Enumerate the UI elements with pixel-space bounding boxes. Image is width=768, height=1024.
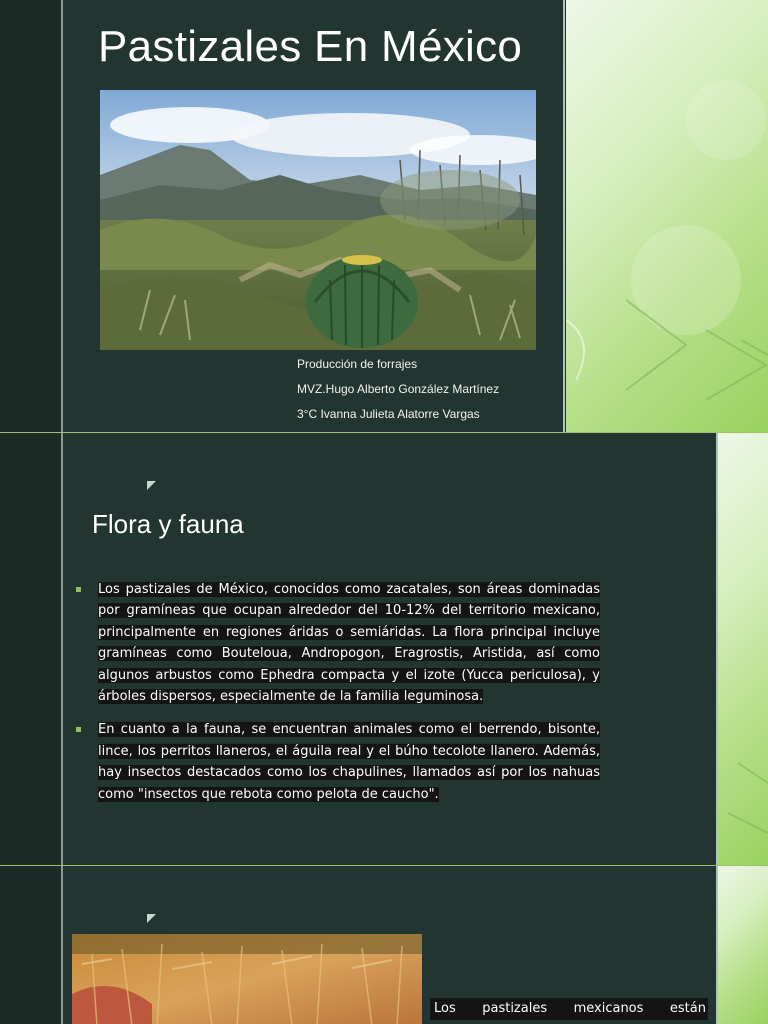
green-decoration-panel bbox=[718, 866, 768, 1024]
paragraph-first-line bbox=[430, 998, 708, 1020]
left-divider-line bbox=[61, 433, 63, 865]
left-strip bbox=[0, 0, 62, 432]
chevron-decoration-icon bbox=[566, 0, 768, 432]
slide-grassland bbox=[0, 866, 768, 1024]
fauna-paragraph: En cuanto a la fauna, se encuentran animales como el berrendo, bisonte, lince, los perritos llaneros, el águila real y el búho tecolote llanero. Además, hay insectos destacados como los chapulines, llamados así por los nahuas como "insectos que rebota como pelota de caucho". bbox=[98, 722, 600, 802]
corner-triangle-icon bbox=[147, 481, 156, 490]
corner-triangle-icon bbox=[147, 914, 156, 923]
word: Los bbox=[434, 1001, 456, 1016]
word: están bbox=[669, 1001, 706, 1016]
left-strip bbox=[0, 866, 62, 1024]
bullet-square-icon bbox=[76, 727, 81, 732]
bullet-list bbox=[76, 579, 600, 817]
teacher-name: MVZ.Hugo Alberto González Martínez bbox=[297, 382, 500, 396]
chevron-decoration-icon bbox=[718, 433, 768, 865]
dry-grass-photo bbox=[72, 934, 422, 1024]
landscape-cactus-photo bbox=[100, 90, 536, 350]
green-panel-edge bbox=[563, 0, 565, 432]
student-name: 3°C Ivanna Julieta Alatorre Vargas bbox=[297, 407, 480, 421]
bullet-square-icon bbox=[76, 587, 81, 592]
subtitle-block bbox=[297, 356, 499, 431]
slide-flora-fauna bbox=[0, 433, 768, 865]
section-heading: Flora y fauna bbox=[92, 509, 244, 539]
page-title: Pastizales En México bbox=[98, 22, 523, 71]
word: pastizales bbox=[482, 1001, 548, 1016]
list-item bbox=[76, 719, 600, 805]
green-decoration-panel bbox=[566, 0, 768, 432]
list-item bbox=[76, 579, 600, 707]
flora-paragraph: Los pastizales de México, conocidos como zacatales, son áreas dominadas por gramíneas que ocupan alrededor del 10-12% del territorio mexicano, principalmente en regiones áridas o semiáridas. La flora principal incluye gramíneas como Bouteloua, Andropogon, Eragrostis, Aristida, así como algunos arbustos como Ephedra compacta y el izote (Yucca periculosa), y árboles dispersos, especialmente de la familia leguminosa. bbox=[98, 582, 600, 705]
word: mexicanos bbox=[573, 1001, 644, 1016]
course-name: Producción de forrajes bbox=[297, 357, 418, 371]
green-decoration-panel bbox=[718, 433, 768, 865]
slide-title bbox=[0, 0, 768, 432]
left-divider-line bbox=[61, 0, 63, 432]
left-strip bbox=[0, 433, 62, 865]
left-divider-line bbox=[61, 866, 63, 1024]
